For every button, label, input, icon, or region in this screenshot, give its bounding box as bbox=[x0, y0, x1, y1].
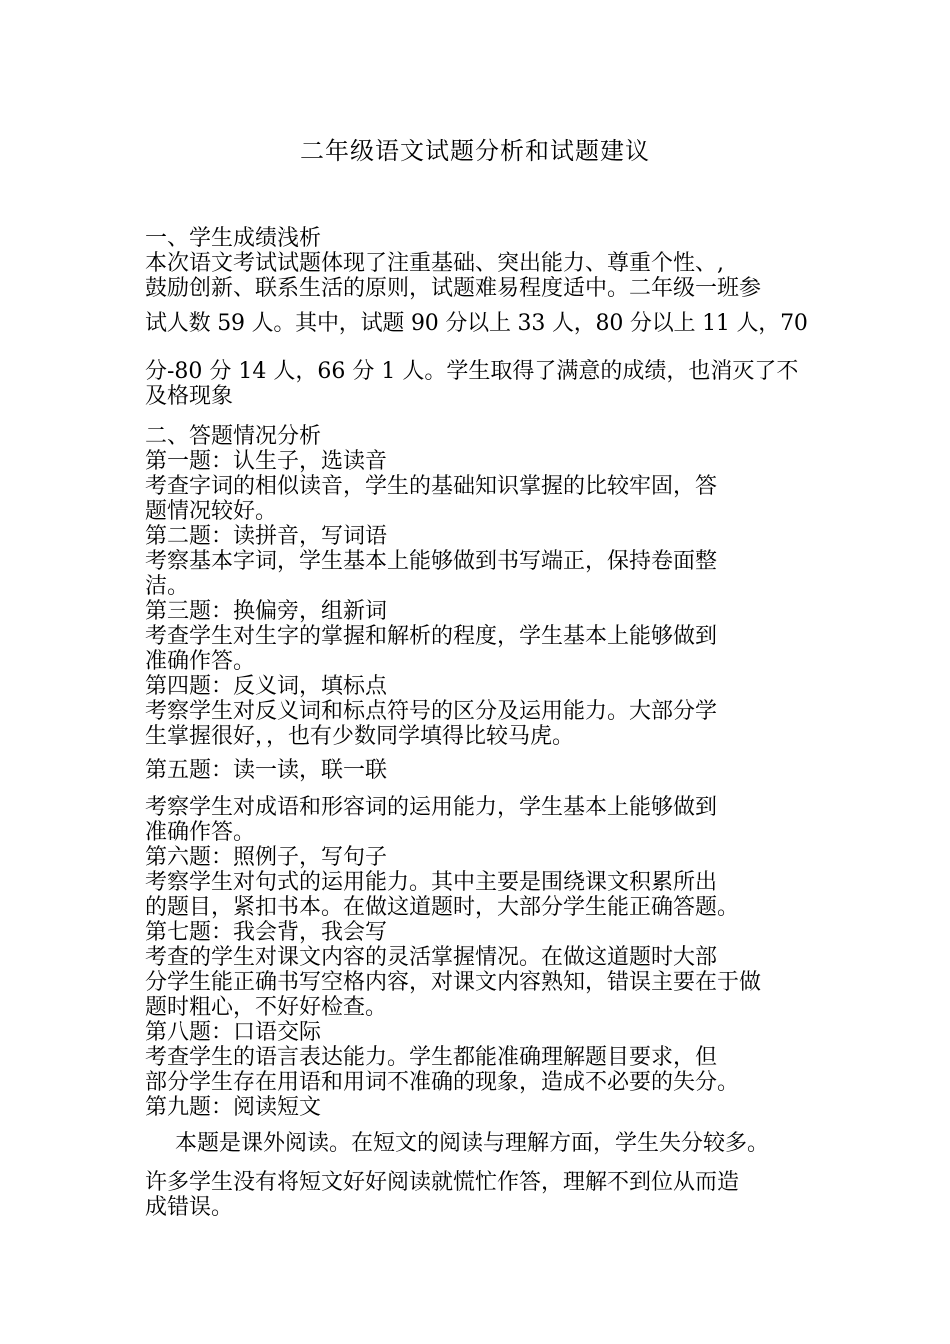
question-9-body bbox=[145, 1131, 810, 1156]
paragraph-line: 分学生能正确书写空格内容，对课文内容熟知，错误主要在于做 bbox=[145, 970, 762, 995]
paragraph-line: 题情况较好。 bbox=[145, 499, 278, 524]
paragraph-line: 本题是课外阅读。在短文的阅读与理解方面，学生失分较多。 bbox=[175, 1131, 770, 1156]
question-title: 第六题：照例子，写句子 bbox=[145, 845, 388, 870]
paragraph-line: 考查学生的语言表达能力。学生都能准确理解题目要求，但 bbox=[145, 1045, 718, 1070]
paragraph-line: 准确作答。 bbox=[145, 649, 256, 674]
section-1-cont bbox=[145, 311, 810, 336]
paragraph-line: 生掌握很好，，也有少数同学填得比较马虎。 bbox=[145, 724, 575, 749]
section-heading: 二、答题情况分析 bbox=[145, 424, 322, 449]
paragraph-line: 及格现象 bbox=[145, 384, 234, 409]
paragraph-line: 鼓励创新、联系生活的原则，试题难易程度适中。二年级一班参 bbox=[145, 276, 762, 301]
question-title: 第八题：口语交际 bbox=[145, 1020, 322, 1045]
question-title: 第二题：读拼音，写词语 bbox=[145, 524, 388, 549]
question-5-body bbox=[145, 795, 810, 1120]
paragraph-line: 洁。 bbox=[145, 574, 190, 599]
paragraph-line: 考查的学生对课文内容的灵活掌握情况。在做这道题时大部 bbox=[145, 945, 718, 970]
question-5 bbox=[145, 758, 810, 783]
paragraph-line: 考查字词的相似读音，学生的基础知识掌握的比较牢固，答 bbox=[145, 474, 718, 499]
paragraph-line: 考察学生对反义词和标点符号的区分及运用能力。大部分学 bbox=[145, 699, 718, 724]
paragraph-line: 分-80 分 14 人，66 分 1 人。学生取得了满意的成绩，也消灭了不 bbox=[145, 359, 799, 384]
paragraph-line: 题时粗心，不好好检查。 bbox=[145, 995, 388, 1020]
section-2 bbox=[145, 424, 810, 749]
question-title: 第一题：认生子，选读音 bbox=[145, 449, 388, 474]
paragraph-line: 考查学生对生字的掌握和解析的程度，学生基本上能够做到 bbox=[145, 624, 718, 649]
paragraph-line: 成错误。 bbox=[145, 1195, 234, 1220]
question-title: 第四题：反义词，填标点 bbox=[145, 674, 388, 699]
paragraph-line: 考察学生对句式的运用能力。其中主要是围绕课文积累所出 bbox=[145, 870, 718, 895]
paragraph-line: 考察基本字词，学生基本上能够做到书写端正，保持卷面整 bbox=[145, 549, 718, 574]
question-title: 第七题：我会背，我会写 bbox=[145, 920, 388, 945]
paragraph-line: 试人数 59 人。其中，试题 90 分以上 33 人，80 分以上 11 人，70 bbox=[145, 311, 808, 336]
paragraph-line: 考察学生对成语和形容词的运用能力，学生基本上能够做到 bbox=[145, 795, 718, 820]
question-title: 第九题：阅读短文 bbox=[145, 1095, 322, 1120]
paragraph-line: 的题目，紧扣书本。在做这道题时，大部分学生能正确答题。 bbox=[145, 895, 740, 920]
paragraph-line: 本次语文考试试题体现了注重基础、突出能力、尊重个性、, bbox=[145, 251, 724, 276]
section-1 bbox=[145, 226, 810, 301]
question-title: 第三题：换偏旁，组新词 bbox=[145, 599, 388, 624]
paragraph-line: 准确作答。 bbox=[145, 820, 256, 845]
section-heading: 一、学生成绩浅析 bbox=[145, 226, 322, 251]
question-9-body-cont bbox=[145, 1170, 810, 1220]
document-title: 二年级语文试题分析和试题建议 bbox=[300, 137, 650, 165]
question-title: 第五题：读一读，联一联 bbox=[145, 758, 388, 783]
section-1-cont2 bbox=[145, 359, 810, 409]
paragraph-line: 部分学生存在用语和用词不准确的现象，造成不必要的失分。 bbox=[145, 1070, 740, 1095]
paragraph-line: 许多学生没有将短文好好阅读就慌忙作答，理解不到位从而造 bbox=[145, 1170, 740, 1195]
